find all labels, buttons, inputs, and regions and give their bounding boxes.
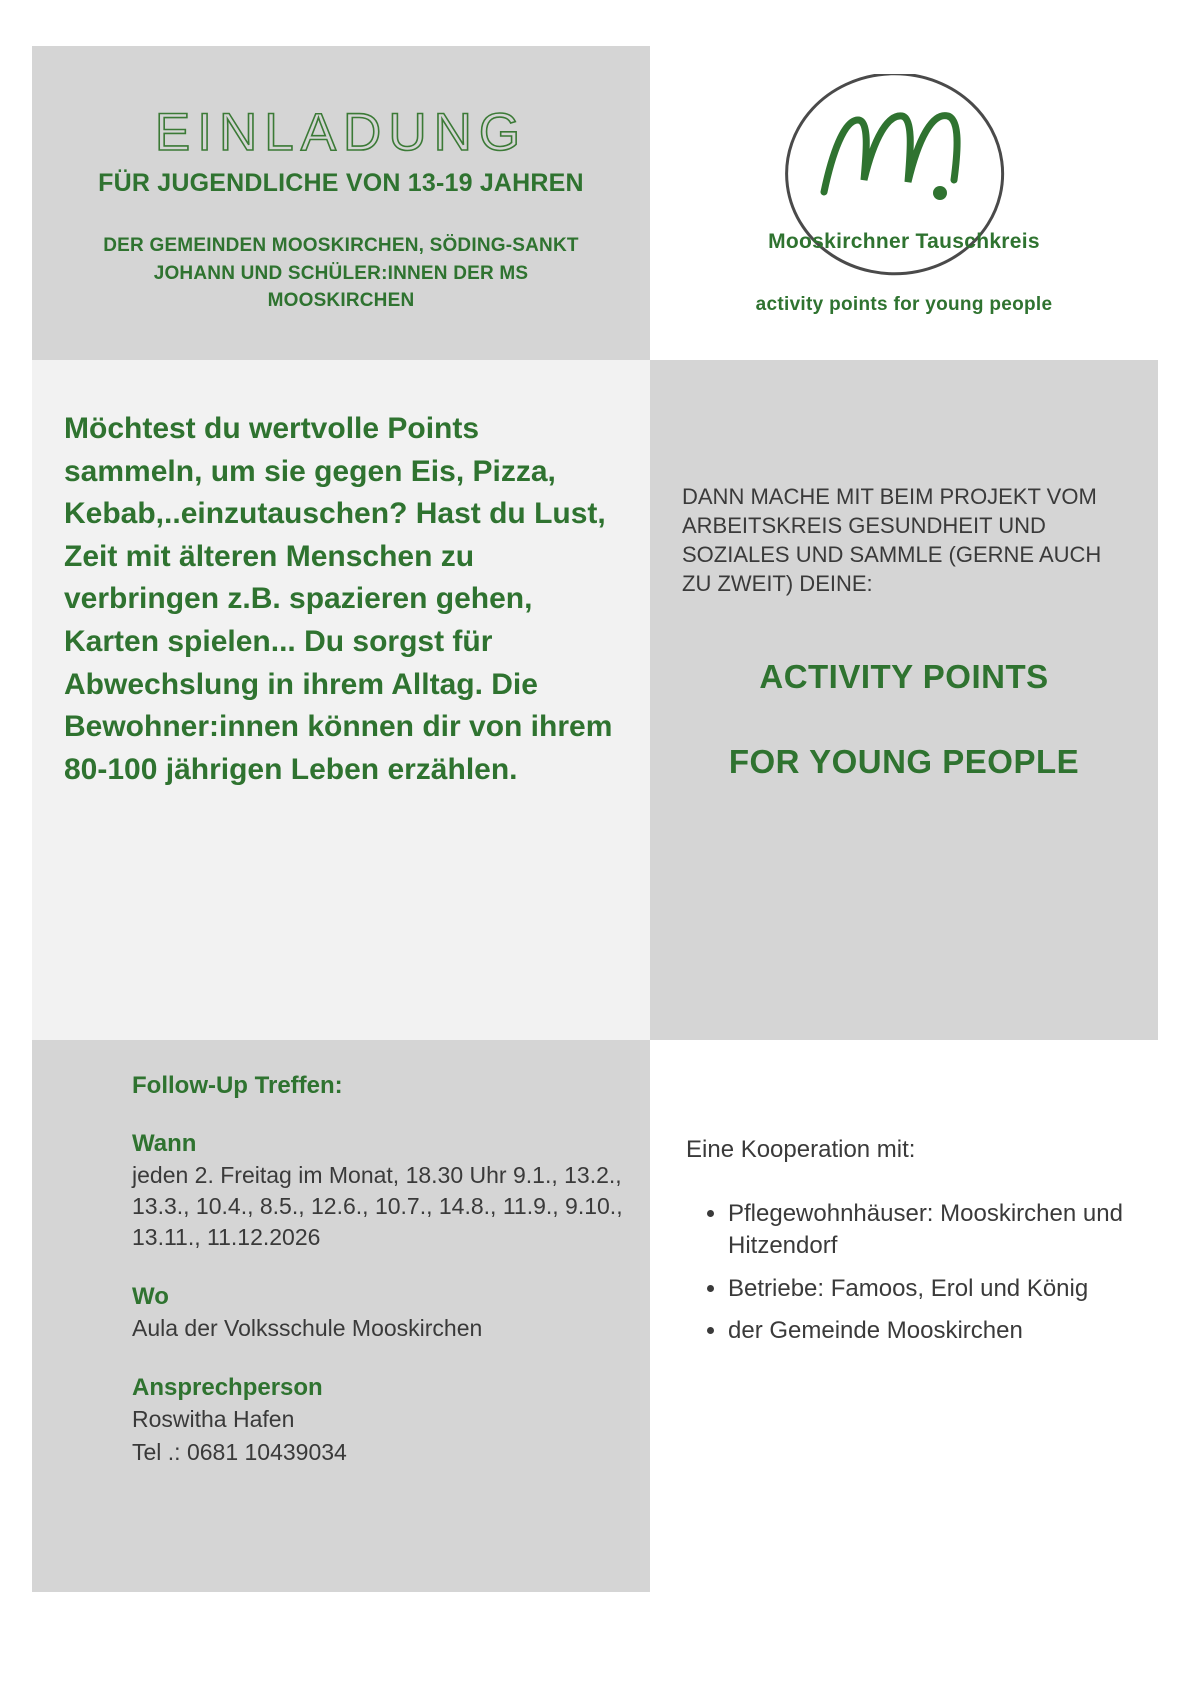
poster xyxy=(32,46,1158,1592)
where-value: Aula der Volksschule Mooskirchen xyxy=(132,1315,483,1342)
contact-name: Roswitha Hafen xyxy=(132,1406,295,1433)
logo-m-icon xyxy=(818,94,978,204)
footer-left-block xyxy=(32,1040,650,1592)
activity-points-heading: ACTIVITY POINTS xyxy=(759,658,1049,696)
for-young-people-heading: FOR YOUNG PEOPLE xyxy=(728,743,1080,781)
where-label: Wo xyxy=(132,1283,169,1311)
lead-paragraph: Möchtest du wertvolle Points sammeln, um sie gegen Eis, Pizza, Kebab,..einzutauschen? Hast du Lust, Zeit mit älteren Menschen zu verbringen z.B. spazieren gehen, Karten spielen... Du sorgst für Abwechslung in ihrem Alltag. Die Bewohner:innen können dir von ihrem 80-100 jährigen Leben erzählen. xyxy=(64,412,613,786)
footer-right-block xyxy=(650,1040,1158,1592)
logo-name: Mooskirchner Tauschkreis xyxy=(768,230,1040,253)
header-subtitle: FÜR JUGENDLICHE VON 13-19 JAHREN xyxy=(98,169,584,197)
main-right-block xyxy=(650,360,1158,1040)
header-left-block xyxy=(32,46,650,360)
logo xyxy=(650,46,1158,360)
followup-details xyxy=(32,1040,650,1468)
list-item: • Betriebe: Famoos, Erol und König xyxy=(728,1273,1138,1305)
intro-paragraph: DANN MACHE MIT BEIM PROJEKT VOM ARBEITSKREIS GESUNDHEIT UND SOZIALES UND SAMMLE (GERNE AUCH ZU ZWEIT) DEINE: xyxy=(682,484,1102,597)
when-value: jeden 2. Freitag im Monat, 18.30 Uhr 9.1., 13.2., 13.3., 10.4., 8.5., 12.6., 10.7., 14.8., 11.9., 9.10., 13.11., 11.12.2026 xyxy=(132,1162,623,1251)
header-audience: DER GEMEINDEN MOOSKIRCHEN, SÖDING-SANKT JOHANN UND SCHÜLER:INNEN DER MS MOOSKIRCHEN xyxy=(103,235,579,312)
contact-phone: Tel .: 0681 10439034 xyxy=(132,1439,347,1466)
list-item: • der Gemeinde Mooskirchen xyxy=(728,1315,1138,1347)
followup-title: Follow-Up Treffen: xyxy=(132,1072,343,1099)
cooperation-title: Eine Kooperation mit: xyxy=(686,1136,916,1163)
logo-dot-icon xyxy=(933,186,947,200)
main-left-block xyxy=(32,360,650,1040)
logo-tagline: activity points for young people xyxy=(755,294,1053,315)
list-item: • Pflegewohnhäuser: Mooskirchen und Hitzendorf xyxy=(728,1198,1138,1263)
when-label: Wann xyxy=(132,1130,197,1157)
contact-label: Ansprechperson xyxy=(132,1374,323,1402)
cooperation-list xyxy=(710,1198,1138,1348)
page-title: EINLADUNG xyxy=(154,103,528,162)
